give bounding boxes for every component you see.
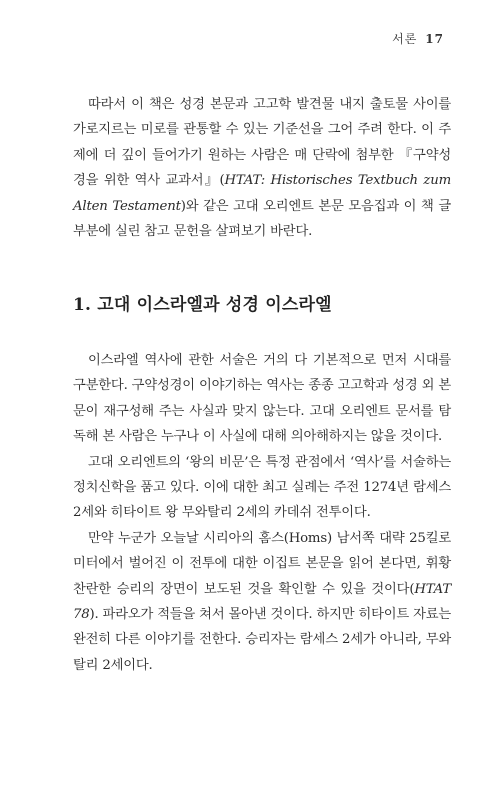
intro-italic-title: HTAT: Historisches Textbuch zum Alten Testament: [73, 173, 452, 214]
section-paragraph-text: ). 파라오가 적들을 쳐서 몰아낸 것이다. 하지만 히타이트 자료는 완전히 다른 이야기를 전한다. 승리자는 람세스 2세가 아니라, 무와탈리 2세이다.: [73, 607, 451, 673]
section-paragraph: 고대 오리엔트의 ‘왕의 비문’은 특정 관점에서 ‘역사’를 서술하는 정치신학을 품고 있다. 이에 대한 최고 실례는 주전 1274년 람세스 2세와 히타이트 왕 무와탈리 2세의 카데쉬 전투이다.: [73, 454, 451, 521]
section-heading: 1. 고대 이스라엘과 성경 이스라엘: [73, 295, 332, 315]
intro-text-1: 따라서 이 책은 성경 본문과 고고학 발견물 내지 출토물 사이를 가로지르는 미로를 관통할 수 있는 기준선을 그어 주려 한다. 이 주제에 더 깊이 들어가기 원하는 사람은 매 단락에 첨부한 『구약성경을 위한 역사 교과서』(: [73, 97, 451, 189]
intro-paragraph: [73, 92, 451, 244]
running-head: [392, 30, 444, 47]
citation-italic: HTAT 78: [73, 581, 451, 623]
page-number: 17: [425, 32, 444, 46]
section-body: [73, 348, 451, 678]
section-paragraph-text: 만약 누군가 오늘날 시리아의 홈스(Homs) 남서쪽 대략 25킬로미터에서 벌어진 이 전투에 대한 이집트 본문을 읽어 본다면, 휘황찬란한 승리의 장면이 보도된 것을 확인할 수 있을 것이다(: [73, 530, 451, 597]
intro-text-2: )와 같은 고대 오리엔트 본문 모음집과 이 책 글 부분에 실린 참고 문헌을 살펴보기 바란다.: [73, 198, 451, 240]
section-paragraph: [73, 526, 451, 678]
running-head-section: 서론: [392, 32, 418, 46]
section-paragraph: 이스라엘 역사에 관한 서술은 거의 다 기본적으로 먼저 시대를 구분한다. 구약성경이 이야기하는 역사는 종종 고고학과 성경 외 본문이 재구성해 주는 사실과 맞지 않는다. 고대 오리엔트 문서를 탐독해 본 사람은 누구나 이 사실에 대해 의아해하지는 않을 것이다.: [73, 353, 451, 445]
